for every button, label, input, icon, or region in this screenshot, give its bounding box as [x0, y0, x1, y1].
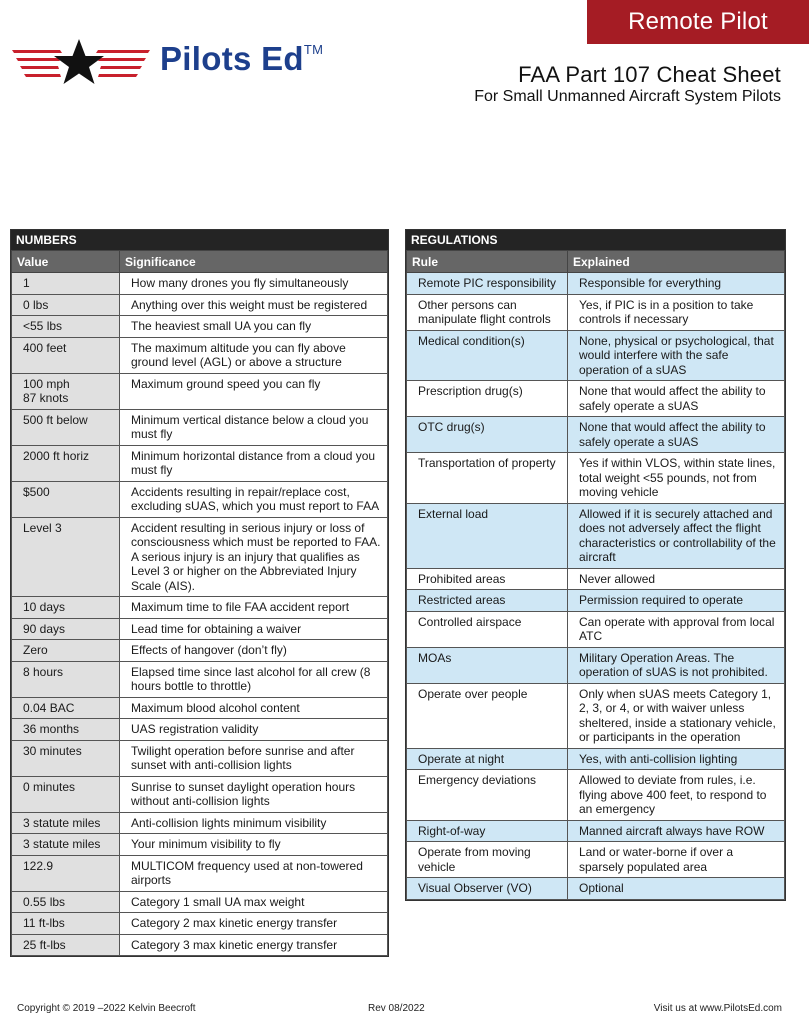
rule-cell: Prescription drug(s)	[407, 381, 568, 417]
table-row	[12, 855, 388, 891]
numbers-rows	[12, 273, 388, 956]
value-cell: 0 minutes	[12, 776, 120, 812]
table-row	[407, 820, 785, 842]
significance-cell: Your minimum visibility to fly	[120, 834, 388, 856]
rule-cell: Operate over people	[407, 683, 568, 748]
table-row	[12, 618, 388, 640]
significance-cell: Accidents resulting in repair/replace cost, excluding sUAS, which you must report to FAA	[120, 481, 388, 517]
table-row	[407, 273, 785, 295]
explained-cell: Responsible for everything	[568, 273, 785, 295]
significance-cell: Anything over this weight must be registered	[120, 294, 388, 316]
significance-cell: How many drones you fly simultaneously	[120, 273, 388, 295]
website-link[interactable]: Visit us at www.PilotsEd.com	[653, 1003, 782, 1014]
table-row	[407, 748, 785, 770]
explained-cell: Allowed if it is securely attached and does not adversely affect the flight characteristics or controllability of the aircraft	[568, 503, 785, 568]
significance-cell: The heaviest small UA you can fly	[120, 316, 388, 338]
significance-cell: Elapsed time since last alcohol for all crew (8 hours bottle to throttle)	[120, 661, 388, 697]
explained-cell: Optional	[568, 878, 785, 900]
value-cell: 1	[12, 273, 120, 295]
star-wings-icon	[10, 38, 155, 86]
significance-cell: Twilight operation before sunrise and after sunset with anti-collision lights	[120, 740, 388, 776]
explained-cell: Can operate with approval from local ATC	[568, 611, 785, 647]
rule-cell: External load	[407, 503, 568, 568]
revision-text: Rev 08/2022	[368, 1003, 425, 1014]
value-cell: 11 ft-lbs	[12, 913, 120, 935]
rule-cell: Prohibited areas	[407, 568, 568, 590]
rule-cell: Operate from moving vehicle	[407, 842, 568, 878]
rule-cell: Controlled airspace	[407, 611, 568, 647]
significance-cell: Sunrise to sunset daylight operation hours without anti-collision lights	[120, 776, 388, 812]
table-row	[407, 568, 785, 590]
value-cell: 0 lbs	[12, 294, 120, 316]
copyright-text: Copyright © 2019 –2022 Kelvin Beecroft	[17, 1003, 196, 1014]
rule-cell: Operate at night	[407, 748, 568, 770]
page-title: FAA Part 107 Cheat Sheet	[518, 62, 781, 87]
explained-cell: Manned aircraft always have ROW	[568, 820, 785, 842]
table-row	[12, 934, 388, 956]
table-row	[12, 373, 388, 409]
value-cell: $500	[12, 481, 120, 517]
table-row	[407, 647, 785, 683]
significance-cell: Category 1 small UA max weight	[120, 891, 388, 913]
value-cell: 3 statute miles	[12, 834, 120, 856]
explained-cell: None, physical or psychological, that would interfere with the safe operation of a sUAS	[568, 330, 785, 381]
explained-cell: Only when sUAS meets Category 1, 2, 3, or 4, or with waiver unless sheltered, inside a stationary vehicle, or participants in the operation	[568, 683, 785, 748]
table-row	[12, 294, 388, 316]
explained-cell: Yes if within VLOS, within state lines, total weight <55 pounds, not from moving vehicle	[568, 453, 785, 504]
rule-cell: Transportation of property	[407, 453, 568, 504]
numbers-panel	[10, 229, 389, 957]
regulations-rows	[407, 273, 785, 900]
value-cell: 8 hours	[12, 661, 120, 697]
explained-cell: Permission required to operate	[568, 590, 785, 612]
explained-cell: Military Operation Areas. The operation of sUAS is not prohibited.	[568, 647, 785, 683]
explained-cell: Allowed to deviate from rules, i.e. flying above 400 feet, to respond to an emergency	[568, 770, 785, 821]
table-row	[407, 770, 785, 821]
table-row	[12, 661, 388, 697]
table-row	[407, 878, 785, 900]
rule-cell: Emergency deviations	[407, 770, 568, 821]
value-cell: 90 days	[12, 618, 120, 640]
value-cell: 25 ft-lbs	[12, 934, 120, 956]
table-row	[407, 842, 785, 878]
value-cell: 10 days	[12, 597, 120, 619]
table-row	[12, 719, 388, 741]
page-subtitle: For Small Unmanned Aircraft System Pilots	[474, 88, 781, 105]
table-row	[12, 891, 388, 913]
significance-cell: Category 2 max kinetic energy transfer	[120, 913, 388, 935]
rule-cell: Right-of-way	[407, 820, 568, 842]
table-row	[407, 683, 785, 748]
significance-column-header: Significance	[120, 251, 388, 273]
value-cell: 500 ft below	[12, 409, 120, 445]
value-cell: Zero	[12, 640, 120, 662]
table-row	[12, 834, 388, 856]
pilots-ed-logo	[10, 38, 340, 86]
explained-cell: Never allowed	[568, 568, 785, 590]
table-row	[12, 337, 388, 373]
regulations-panel	[405, 229, 786, 901]
value-cell: 36 months	[12, 719, 120, 741]
significance-cell: MULTICOM frequency used at non-towered airports	[120, 855, 388, 891]
regulations-table	[406, 250, 785, 900]
table-row	[407, 611, 785, 647]
table-row	[407, 590, 785, 612]
value-cell: 0.55 lbs	[12, 891, 120, 913]
remote-pilot-banner: Remote Pilot	[587, 0, 809, 44]
table-row	[12, 597, 388, 619]
significance-cell: Maximum blood alcohol content	[120, 697, 388, 719]
table-row	[12, 740, 388, 776]
table-row	[12, 776, 388, 812]
value-cell: 30 minutes	[12, 740, 120, 776]
significance-cell: Minimum vertical distance below a cloud you must fly	[120, 409, 388, 445]
table-row	[12, 913, 388, 935]
table-row	[12, 445, 388, 481]
value-cell: Level 3	[12, 517, 120, 597]
table-row	[407, 381, 785, 417]
significance-cell: UAS registration validity	[120, 719, 388, 741]
value-cell: 0.04 BAC	[12, 697, 120, 719]
table-row	[12, 316, 388, 338]
table-row	[12, 273, 388, 295]
rule-column-header: Rule	[407, 251, 568, 273]
rule-cell: Other persons can manipulate flight controls	[407, 294, 568, 330]
brand-name: Pilots Ed™	[160, 40, 324, 77]
table-row	[12, 697, 388, 719]
table-row	[407, 453, 785, 504]
explained-cell: None that would affect the ability to safely operate a sUAS	[568, 417, 785, 453]
regulations-header-row	[407, 251, 785, 273]
table-row	[407, 330, 785, 381]
significance-cell: Accident resulting in serious injury or loss of consciousness which must be reported to FAA. A serious injury is an injury that qualifies as Level 3 or higher on the Abbreviated Injury Scale (AIS).	[120, 517, 388, 597]
value-cell: 2000 ft horiz	[12, 445, 120, 481]
significance-cell: The maximum altitude you can fly above ground level (AGL) or above a structure	[120, 337, 388, 373]
value-column-header: Value	[12, 251, 120, 273]
regulations-heading: REGULATIONS	[406, 230, 785, 250]
explained-cell: Yes, if PIC is in a position to take controls if necessary	[568, 294, 785, 330]
rule-cell: Restricted areas	[407, 590, 568, 612]
rule-cell: Medical condition(s)	[407, 330, 568, 381]
explained-cell: None that would affect the ability to safely operate a sUAS	[568, 381, 785, 417]
table-row	[407, 503, 785, 568]
table-row	[12, 640, 388, 662]
significance-cell: Effects of hangover (don’t fly)	[120, 640, 388, 662]
significance-cell: Minimum horizontal distance from a cloud you must fly	[120, 445, 388, 481]
numbers-header-row	[12, 251, 388, 273]
significance-cell: Maximum ground speed you can fly	[120, 373, 388, 409]
explained-cell: Yes, with anti-collision lighting	[568, 748, 785, 770]
value-cell: 100 mph 87 knots	[12, 373, 120, 409]
table-row	[407, 417, 785, 453]
table-row	[407, 294, 785, 330]
table-row	[12, 812, 388, 834]
value-cell: 400 feet	[12, 337, 120, 373]
value-cell: 122.9	[12, 855, 120, 891]
explained-cell: Land or water-borne if over a sparsely populated area	[568, 842, 785, 878]
explained-column-header: Explained	[568, 251, 785, 273]
rule-cell: Remote PIC responsibility	[407, 273, 568, 295]
numbers-table	[11, 250, 388, 956]
value-cell: 3 statute miles	[12, 812, 120, 834]
rule-cell: Visual Observer (VO)	[407, 878, 568, 900]
rule-cell: OTC drug(s)	[407, 417, 568, 453]
table-row	[12, 409, 388, 445]
significance-cell: Maximum time to file FAA accident report	[120, 597, 388, 619]
significance-cell: Anti-collision lights minimum visibility	[120, 812, 388, 834]
table-row	[12, 517, 388, 597]
value-cell: <55 lbs	[12, 316, 120, 338]
significance-cell: Lead time for obtaining a waiver	[120, 618, 388, 640]
significance-cell: Category 3 max kinetic energy transfer	[120, 934, 388, 956]
table-row	[12, 481, 388, 517]
numbers-heading: NUMBERS	[11, 230, 388, 250]
rule-cell: MOAs	[407, 647, 568, 683]
